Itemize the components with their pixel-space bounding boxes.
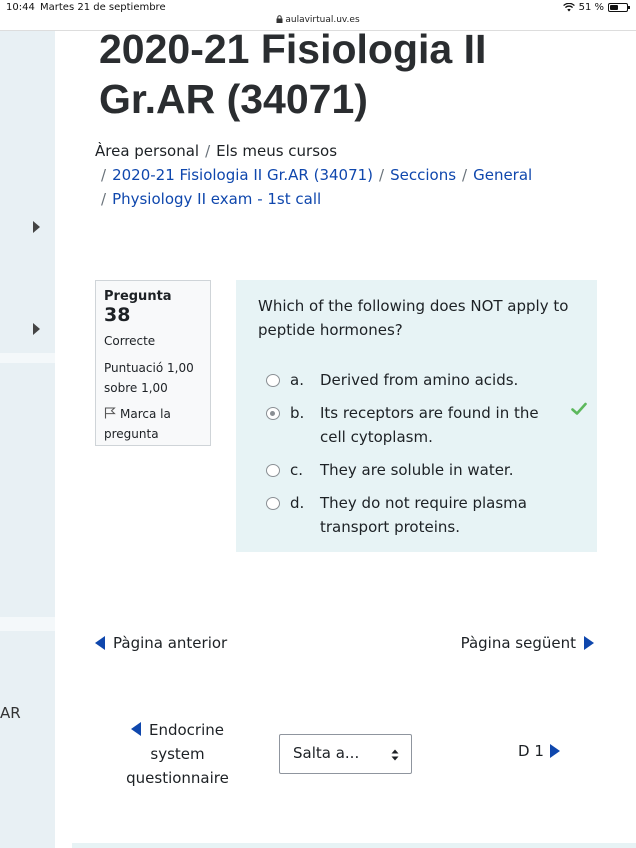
select-arrows-icon	[391, 748, 399, 762]
answer-letter: c.	[290, 461, 304, 479]
breadcrumb-separator: /	[462, 166, 468, 184]
battery-fill	[610, 5, 618, 10]
answer-option-d[interactable]	[258, 491, 579, 539]
page-title-line: Gr.AR (34071)	[99, 76, 368, 122]
page-title-line: 2020-21 Fisiologia II	[99, 26, 487, 72]
answer-text: They are soluble in water.	[320, 461, 514, 479]
lock-icon	[276, 15, 283, 23]
breadcrumb-general-link[interactable]: General	[473, 166, 533, 184]
battery-icon	[608, 3, 628, 12]
answer-letter: a.	[290, 371, 304, 389]
drawer-divider	[0, 353, 55, 363]
flag-icon	[104, 407, 116, 419]
previous-activity-link[interactable]	[115, 718, 240, 790]
question-content	[236, 280, 597, 552]
correct-check-icon	[571, 402, 587, 416]
flag-question-button[interactable]	[104, 404, 202, 444]
answer-text: They do not require plasma transport proteins.	[320, 494, 527, 536]
previous-activity-label: questionnaire	[126, 769, 229, 787]
answer-letter: d.	[290, 494, 305, 512]
expand-section-icon[interactable]	[33, 323, 40, 335]
answer-radio[interactable]	[266, 497, 280, 510]
answer-radio[interactable]	[266, 464, 280, 477]
previous-page-link[interactable]	[95, 634, 227, 652]
jump-to-select[interactable]	[279, 734, 412, 774]
arrow-left-icon	[131, 722, 141, 736]
next-activity-link[interactable]	[518, 742, 560, 760]
next-page-link[interactable]	[461, 634, 594, 652]
breadcrumb-course-link[interactable]: 2020-21 Fisiologia II Gr.AR (34071)	[112, 166, 374, 184]
previous-activity-label: system	[150, 745, 205, 763]
wifi-icon	[563, 3, 575, 12]
breadcrumb-line	[95, 187, 615, 211]
breadcrumb-separator: /	[101, 190, 107, 208]
arrow-left-icon	[95, 636, 105, 650]
next-activity-label: D 1	[518, 742, 544, 760]
question-grade-line: sobre 1,00	[104, 381, 168, 395]
arrow-right-icon	[550, 744, 560, 758]
question-number-value: 38	[104, 304, 131, 326]
previous-page-label: Pàgina anterior	[113, 634, 228, 652]
answer-text: Its receptors are found in the cell cytoplasm.	[320, 404, 539, 446]
clock: 10:44	[6, 2, 35, 13]
drawer-divider	[0, 617, 55, 631]
answer-radio-selected[interactable]	[266, 407, 280, 420]
next-page-label: Pàgina següent	[460, 634, 576, 652]
answer-option-c[interactable]	[258, 458, 579, 482]
question-state: Correcte	[104, 334, 156, 348]
drawer-partial-label[interactable]: AR	[0, 704, 21, 722]
breadcrumb-line	[95, 163, 615, 187]
question-number-label: Pregunta	[104, 289, 172, 304]
breadcrumb-my-courses-link[interactable]: Els meus cursos	[216, 142, 338, 160]
flag-label: pregunta	[104, 427, 159, 441]
answer-list	[258, 368, 579, 539]
url-text: aulavirtual.uv.es	[285, 15, 360, 25]
answer-option-a[interactable]	[258, 368, 579, 392]
question-number	[104, 289, 202, 326]
breadcrumb-separator: /	[101, 166, 107, 184]
answer-letter: b.	[290, 404, 305, 422]
answer-text: Derived from amino acids.	[320, 371, 519, 389]
answer-option-b[interactable]	[258, 401, 579, 449]
question-info-box	[95, 280, 211, 446]
jump-to-label: Salta a...	[293, 744, 360, 762]
date: Martes 21 de septiembre	[40, 2, 166, 13]
answer-radio[interactable]	[266, 374, 280, 387]
arrow-right-icon	[584, 636, 594, 650]
course-index-drawer	[0, 31, 55, 848]
previous-activity-label: Endocrine	[149, 721, 224, 739]
expand-section-icon[interactable]	[33, 221, 40, 233]
breadcrumb-quiz-link[interactable]: Physiology II exam - 1st call	[112, 190, 322, 208]
page-title	[99, 24, 619, 124]
status-icons	[563, 2, 628, 13]
battery-percent: 51 %	[578, 2, 604, 13]
breadcrumb-home-link[interactable]: Àrea personal	[95, 142, 200, 160]
question-grade	[104, 358, 202, 398]
breadcrumb-sections-link[interactable]: Seccions	[390, 166, 457, 184]
question-text: Which of the following does NOT apply to peptide hormones?	[258, 297, 569, 339]
footer-region	[72, 843, 636, 848]
breadcrumb	[95, 139, 615, 211]
breadcrumb-separator: /	[379, 166, 385, 184]
breadcrumb-line	[95, 139, 615, 163]
breadcrumb-separator: /	[205, 142, 211, 160]
question-grade-line: Puntuació 1,00	[104, 361, 194, 375]
flag-label: Marca la	[120, 407, 171, 421]
